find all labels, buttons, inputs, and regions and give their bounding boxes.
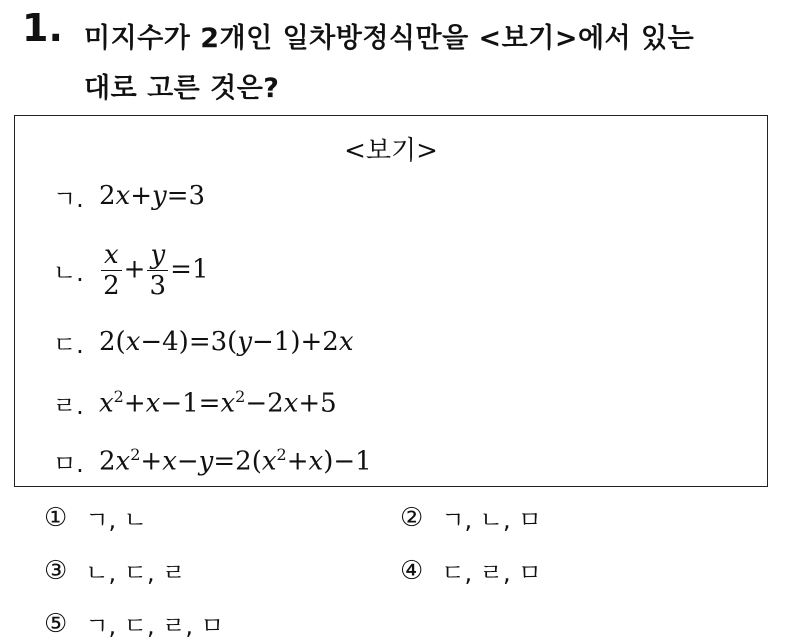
example-item-3 — [53, 317, 354, 367]
choice-text: ㄴ, ㄷ, ㄹ — [85, 559, 186, 587]
item-mark: ㄹ. — [53, 391, 84, 420]
item-mark: ㄷ. — [53, 330, 84, 359]
choice-text: ㄷ, ㄹ, ㅁ — [441, 559, 542, 587]
item-mark: ㄴ. — [53, 258, 84, 287]
choice-text: ㄱ, ㄴ, ㅁ — [441, 506, 542, 534]
choice-text: ㄱ, ㄴ — [85, 506, 147, 534]
item-mark: ㅁ. — [53, 449, 84, 478]
choice-number: ② — [400, 502, 424, 533]
item-mark: ㄱ. — [53, 184, 84, 213]
choice-3[interactable] — [44, 553, 185, 588]
example-item-5 — [53, 436, 372, 486]
example-item-2 — [53, 238, 209, 302]
equation: 2x+y=3 — [99, 181, 206, 211]
choice-number: ① — [44, 502, 68, 533]
equation: 2(x−4)=3(y−1)+2x — [99, 327, 354, 357]
choice-2[interactable] — [400, 500, 541, 535]
example-box-title: <보기> — [344, 136, 438, 166]
choice-1[interactable] — [44, 500, 147, 535]
equation: $x^2+x-1=x^2-2x+5$ — [99, 387, 337, 419]
question-text-line-1: 미지수가 2개인 일차방정식만을 <보기>에서 있는 — [84, 23, 695, 54]
choice-number: ⑤ — [44, 608, 68, 639]
example-item-4 — [53, 378, 337, 428]
example-box — [14, 115, 768, 487]
example-item-1 — [53, 171, 205, 221]
choice-number: ③ — [44, 555, 68, 586]
question-number: 1. — [22, 6, 63, 50]
equation: $\frac{x}{2}$ + $\frac{y}{3}$ =1 — [99, 240, 209, 301]
equation: $2x^2+x-y=2(x^2+x)-1$ — [99, 445, 372, 477]
choice-text: ㄱ, ㄷ, ㄹ, ㅁ — [85, 612, 224, 640]
choice-number: ④ — [400, 555, 424, 586]
choice-4[interactable] — [400, 553, 541, 588]
choice-5[interactable] — [44, 606, 224, 641]
question-text-line-2: 대로 고른 것은? — [84, 73, 280, 104]
